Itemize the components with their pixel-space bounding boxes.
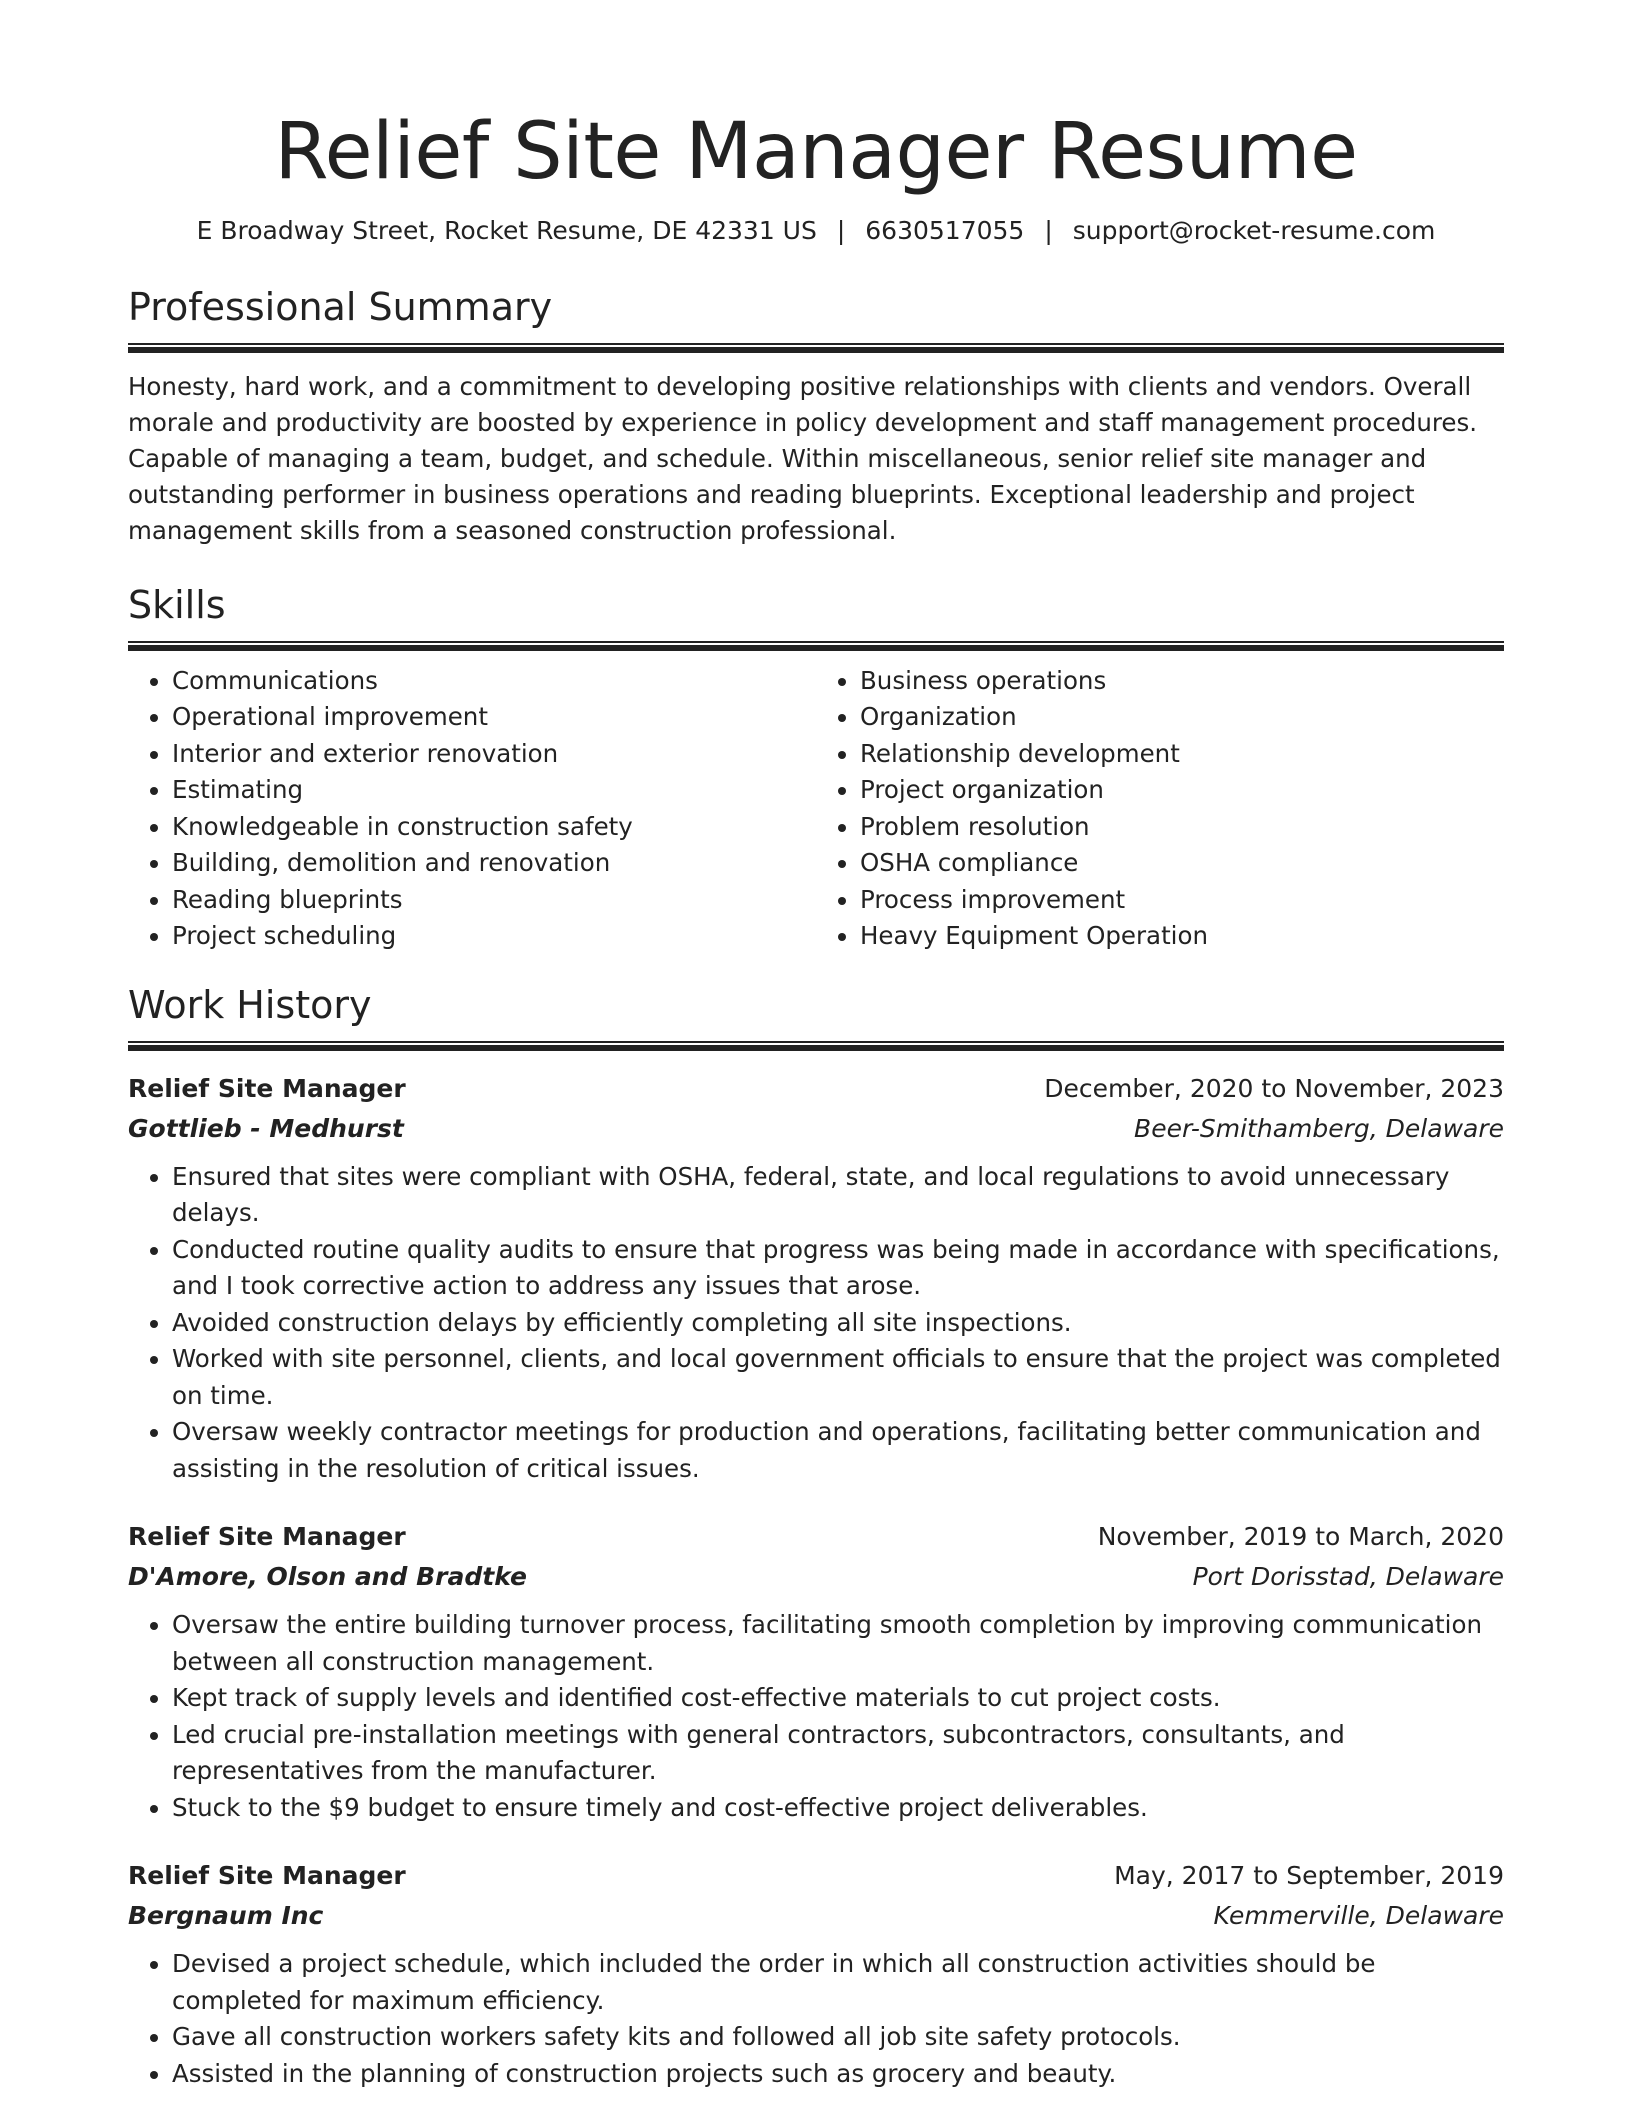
job-dates: November, 2019 to March, 2020 [1097,1522,1504,1552]
job-bullet: • Led crucial pre-installation meetings with general contractors, subcontractors, consultants, and representatives from the manufacturer. [172,1717,1504,1790]
job-bullets [128,1159,1504,1488]
job-bullets [128,1607,1504,1826]
skills-heading: Skills [128,582,226,627]
job-company: Gottlieb - Medhurst [128,1113,404,1143]
job-bullet: • Devised a project schedule, which included the order in which all construction activities should be completed for maximum efficiency. [172,1946,1504,2019]
contact-line [128,216,1504,245]
job-subheader [128,1109,1504,1149]
skill-item: • Project organization [860,772,1504,809]
job-entry [128,1069,1504,1488]
page-title: Relief Site Manager Resume [274,107,1358,197]
contact-phone: 6630517055 [865,215,1025,245]
job-company: D'Amore, Olson and Bradtke [128,1562,527,1592]
skill-item: • Problem resolution [860,809,1504,846]
contact-separator: | [836,215,846,245]
skill-item: • Communications [172,663,816,700]
job-entry [128,1856,1504,2092]
job-bullet: • Ensured that sites were compliant with OSHA, federal, state, and local regulations to avoid unnecessary delays. [172,1159,1504,1232]
job-dates: May, 2017 to September, 2019 [1114,1861,1504,1891]
skill-item: • Business operations [860,663,1504,700]
job-header [128,1069,1504,1109]
summary-heading: Professional Summary [128,284,553,329]
skill-item: • Building, demolition and renovation [172,845,816,882]
job-entry [128,1517,1504,1826]
job-dates: December, 2020 to November, 2023 [1044,1073,1504,1103]
job-header [128,1517,1504,1557]
skill-item: • Operational improvement [172,699,816,736]
job-location: Port Dorisstad, Delaware [1192,1562,1504,1592]
job-title: Relief Site Manager [128,1861,406,1891]
job-bullet: • Oversaw the entire building turnover process, facilitating smooth completion by improving communication between all construction management. [172,1607,1504,1680]
skill-item: • Organization [860,699,1504,736]
job-header [128,1856,1504,1896]
job-bullet: • Conducted routine quality audits to ensure that progress was being made in accordance with specifications, and I took corrective action to address any issues that arose. [172,1232,1504,1305]
job-company: Bergnaum Inc [128,1901,324,1931]
job-bullet: • Worked with site personnel, clients, and local government officials to ensure that the project was completed on time. [172,1341,1504,1414]
job-bullets [128,1946,1504,2092]
skill-item: • Heavy Equipment Operation [860,918,1504,955]
work-heading: Work History [128,982,372,1027]
job-title: Relief Site Manager [128,1073,406,1103]
job-bullet: • Oversaw weekly contractor meetings for production and operations, facilitating better communication and assisting in the resolution of critical issues. [172,1414,1504,1487]
job-bullet: • Stuck to the $9 budget to ensure timely and cost-effective project deliverables. [172,1790,1504,1827]
section-divider [128,343,1504,353]
job-location: Kemmerville, Delaware [1213,1901,1504,1931]
skill-item: • Interior and exterior renovation [172,736,816,773]
contact-separator: | [1044,215,1053,245]
section-divider [128,641,1504,651]
summary-text: Honesty, hard work, and a commitment to developing positive relationships with clients and vendors. Overall morale and productivity are boosted by experience in policy development and staff management procedures. Capable of managing a team, budget, and schedule. Within miscellaneous, senior relief site manager and outstanding performer in business operations and reading blueprints. Exceptional leadership and project management skills from a seasoned construction professional. [128,371,1478,545]
job-subheader [128,1557,1504,1597]
job-location: Beer-Smithamberg, Delaware [1134,1113,1504,1143]
job-bullet: • Avoided construction delays by efficiently completing all site inspections. [172,1305,1504,1342]
skill-item: • Process improvement [860,882,1504,919]
job-subheader [128,1896,1504,1936]
skill-item: • Relationship development [860,736,1504,773]
contact-address: E Broadway Street, Rocket Resume, DE 42331 US [196,215,817,245]
job-bullet: • Kept track of supply levels and identified cost-effective materials to cut project costs. [172,1680,1504,1717]
skills-section [128,583,1504,955]
section-divider [128,1041,1504,1051]
skills-list-right [816,663,1504,955]
skill-item: • Estimating [172,772,816,809]
job-bullet: • Assisted in the planning of construction projects such as grocery and beauty. [172,2056,1504,2093]
job-bullet: • Gave all construction workers safety kits and followed all job site safety protocols. [172,2019,1504,2056]
skills-columns [128,663,1504,955]
skill-item: • Knowledgeable in construction safety [172,809,816,846]
summary-section [128,285,1504,549]
skill-item: • Reading blueprints [172,882,816,919]
skill-item: • OSHA compliance [860,845,1504,882]
work-section [128,983,1504,2093]
skills-list-left [128,663,816,955]
job-title: Relief Site Manager [128,1522,406,1552]
contact-email: support@rocket-resume.com [1072,215,1436,245]
skill-item: • Project scheduling [172,918,816,955]
